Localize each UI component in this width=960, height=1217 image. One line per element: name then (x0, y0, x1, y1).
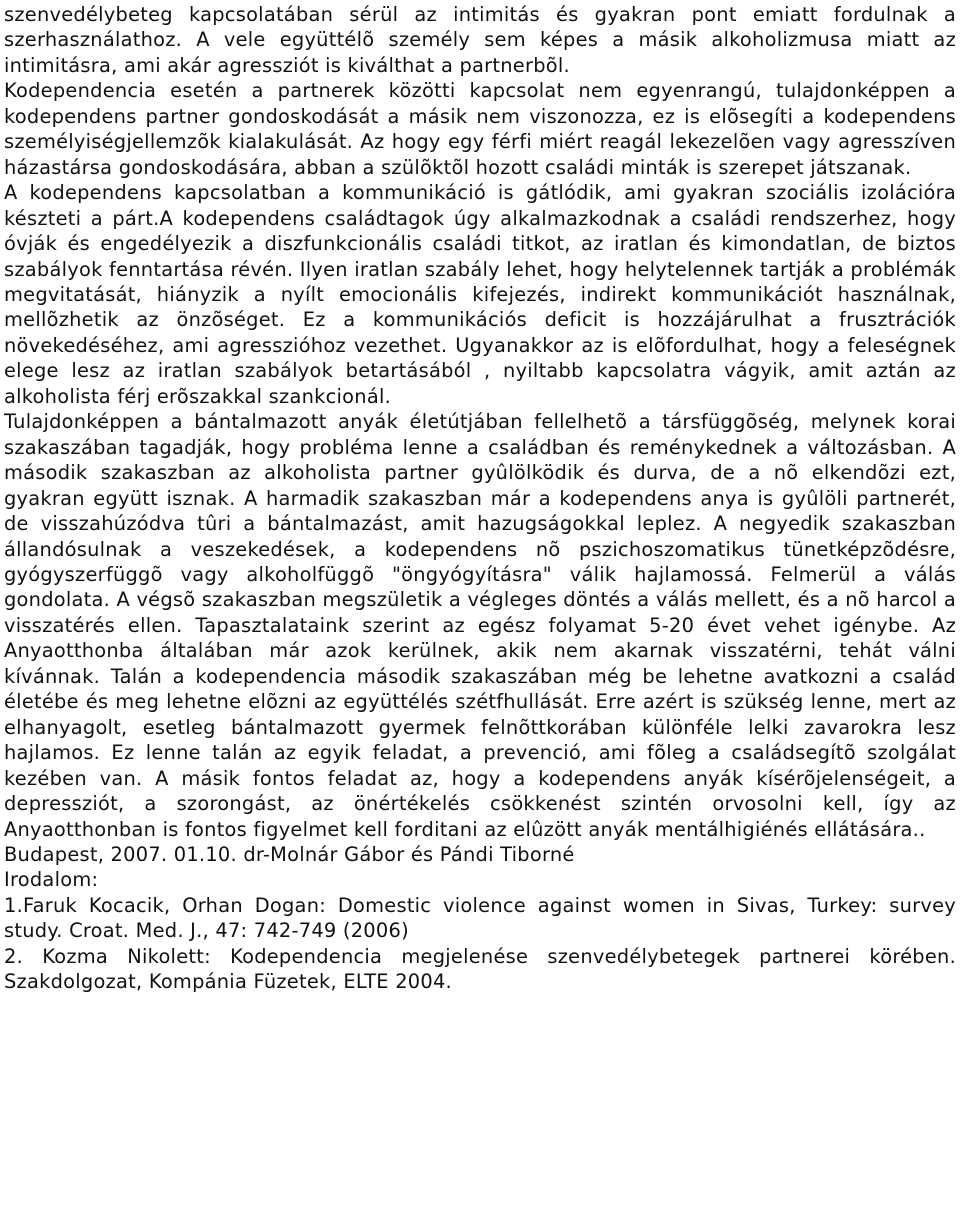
paragraph-codependency: Kodependencia esetén a partnerek közötti kapcsolat nem egyenrangú, tulajdonképpen a kodependens partner gondoskodását a másik nem viszonozza, ez is elõsegíti a kodependens személyiségjellemzõk kialakulását. Az hogy egy férfi miért reagál lekezelõen vagy agresszíven házastársa gondoskodására, abban a szülõktõl hozott családi minták is szerepet játszanak. (4, 79, 956, 179)
reference-item: 1.Faruk Kocacik, Orhan Dogan: Domestic violence against women in Sivas, Turkey: survey study. Croat. Med. J., 47: 742-749 (2006) (4, 893, 956, 943)
paragraph-communication: A kodependens kapcsolatban a kommunikáció is gátlódik, ami gyakran szociális izolációra készteti a párt.A kodependens családtagok úgy alkalmazkodnak a családi rendszerhez, hogy óvják és engedélyezik a diszfunkcionális családi titkot, az iratlan és kimondatlan, de biztos szabályok fenntartása révén. Ilyen iratlan szabály lehet, hogy helytelennek tartják a problémák megvitatását, hiányzik a nyílt emocionális kifejezés, indirekt kommunikációt használnak, mellõzhetik az önzõséget. Ez a kommunikációs deficit is hozzájárulhat a frusztrációk növekedéséhez, ami agresszióhoz vezethet. Ugyanakkor az is elõfordulhat, hogy a feleségnek elege lesz az iratlan szabályok betartásából , nyiltabb kapcsolatra vágyik, amit aztán az alkoholista férj erõszakkal szankcionál. (4, 181, 956, 408)
references-heading: Irodalom: (4, 868, 99, 892)
paragraph-intimacy: szenvedélybeteg kapcsolatában sérül az intimitás és gyakran pont emiatt fordulnak a szerhasználathoz. A vele együttélõ személy sem képes a másik alkoholizmusa miatt az intimitásra, ami akár agressziót is kiválthat a partnerbõl. (4, 3, 956, 77)
signature-line: Budapest, 2007. 01.10. dr-Molnár Gábor és Pándi Tiborné (4, 842, 575, 866)
paragraph-stages: Tulajdonképpen a bántalmazott anyák életútjában fellelhetõ a társfüggõség, melynek korai szakaszában tagadják, hogy probléma lenne a családban és reménykednek a változásban. A második szakaszban az alkoholista partner gyûlölködik és durva, de a nõ elkendõzi ezt, gyakran együtt isznak. A harmadik szakaszban már a kodependens anya is gyûlöli partnerét, de visszahúzódva tûri a bántalmazást, amit hazugságokkal leplez. A negyedik szakaszban állandósulnak a veszekedések, a kodependens nõ pszichoszomatikus tünetképzõdésre, gyógyszerfüggõ vagy alkoholfüggõ "öngyógyításra" válik hajlamossá. Felmerül a válás gondolata. A végsõ szakaszban megszületik a végleges döntés a válás mellett, és a nõ harcol a visszatérés ellen. Tapasztalataink szerint az egész folyamat 5-20 évet vehet igénybe. Az Anyaotthonba általában már azok kerülnek, akik nem akarnak visszatérni, tehát válni kívánnak. Talán a kodependencia második szakaszában még be lehetne avatkozni a család életébe és meg lehetne elõzni az együttélés szétfhullását. Erre azért is szükség lenne, mert az elhanyagolt, esetleg bántalmazott gyermek felnõttkorában különféle lelki zavarokra lesz hajlamos. Ez lenne talán az egyik feladat, a prevenció, ami fõleg a családsegítõ szolgálat kezében van. A másik fontos feladat az, hogy a kodependens anyák kísérõjelenségeit, a depressziót, a szorongást, az önértékelés csökkenést szintén orvosolni kell, így az Anyaotthonban is fontos figyelmet kell forditani az elûzött anyák mentálhigiénés ellátására.. (4, 410, 956, 841)
reference-item: 2. Kozma Nikolett: Kodependencia megjelenése szenvedélybetegek partnerei körében. Szakdolgozat, Kompánia Füzetek, ELTE 2004. (4, 944, 956, 994)
